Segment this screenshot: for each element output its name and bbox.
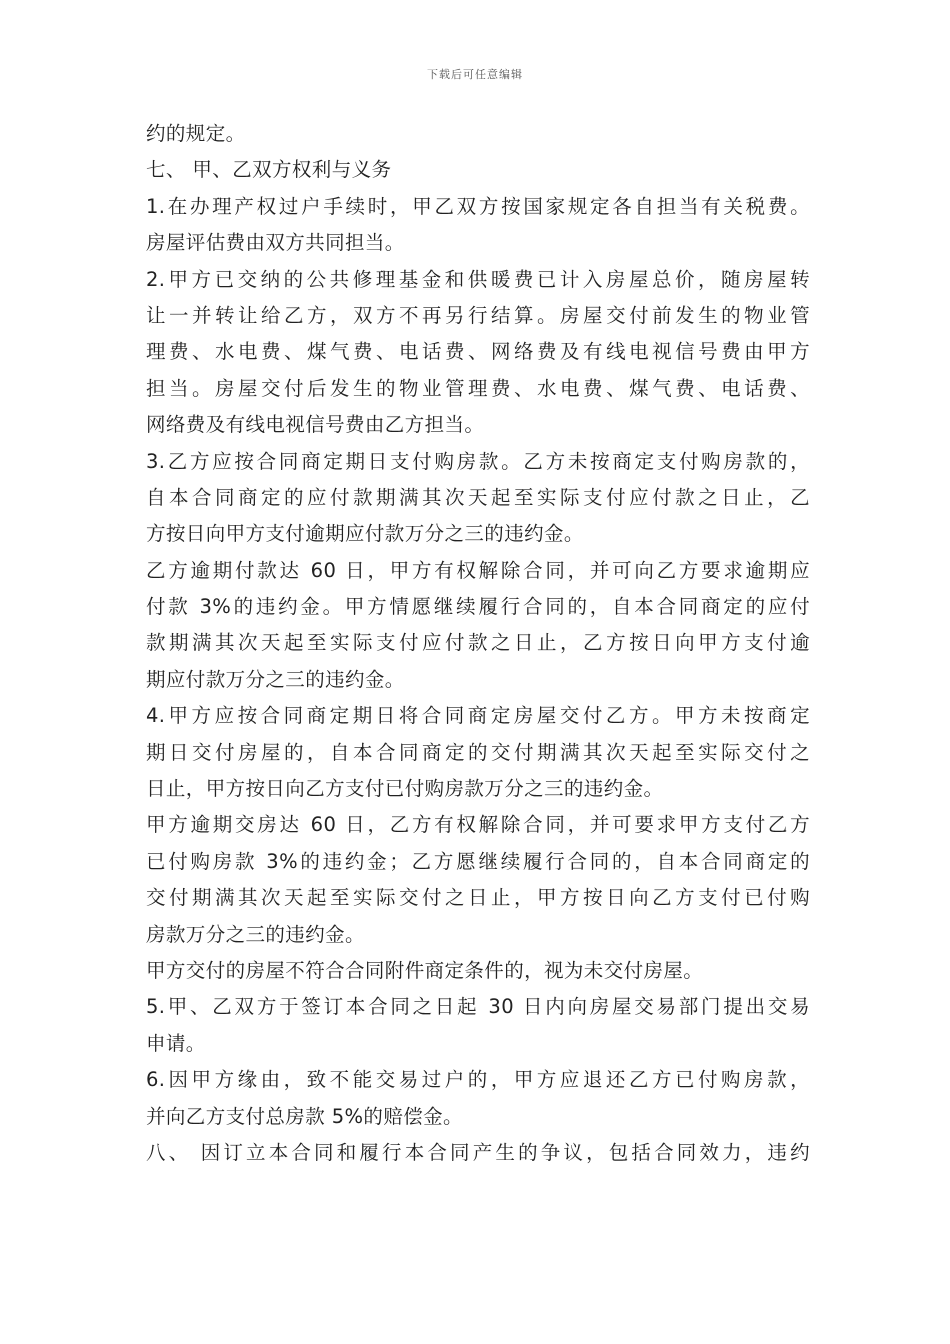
text-line: 七、 甲、乙双方权利与义务 <box>146 158 392 182</box>
text-line: 自本合同商定的应付款期满其次天起至实际支付应付款之日止，乙 <box>146 485 810 509</box>
text-line: 1.在办理产权过户手续时，甲乙双方按国家规定各自担当有关税费。 <box>146 194 810 218</box>
text-line: 约的规定。 <box>146 122 246 145</box>
text-line: 甲方交付的房屋不符合合同附件商定条件的，视为未交付房屋。 <box>146 958 704 982</box>
text-line: 5.甲、乙双方于签订本合同之日起 30 日内向房屋交易部门提出交易 <box>146 995 810 1019</box>
text-line: 交付期满其次天起至实际交付之日止，甲方按日向乙方支付已付购 <box>146 886 810 910</box>
text-line: 方按日向甲方支付逾期应付款万分之三的违约金。 <box>146 522 584 546</box>
text-line: 2.甲方已交纳的公共修理基金和供暖费已计入房屋总价，随房屋转 <box>146 267 810 291</box>
text-line: 付款 3%的违约金。甲方情愿继续履行合同的，自本合同商定的应付 <box>146 595 810 619</box>
page-header: 下载后可任意编辑 <box>427 68 523 81</box>
text-line: 网络费及有线电视信号费由乙方担当。 <box>146 413 485 437</box>
text-line: 6.因甲方缘由，致不能交易过户的，甲方应退还乙方已付购房款， <box>146 1068 810 1092</box>
text-line: 并向乙方支付总房款 5%的赔偿金。 <box>146 1104 463 1128</box>
text-line: 期日交付房屋的，自本合同商定的交付期满其次天起至实际交付之 <box>146 740 810 764</box>
text-line: 让一并转让给乙方，双方不再另行结算。房屋交付前发生的物业管 <box>146 303 810 327</box>
text-line: 甲方逾期交房达 60 日，乙方有权解除合同，并可要求甲方支付乙方 <box>146 813 810 837</box>
text-line: 申请。 <box>146 1031 206 1055</box>
text-line: 乙方逾期付款达 60 日，甲方有权解除合同，并可向乙方要求逾期应 <box>146 558 810 582</box>
text-line: 担当。房屋交付后发生的物业管理费、水电费、煤气费、电话费、 <box>146 376 810 400</box>
text-line: 房款万分之三的违约金。 <box>146 922 365 946</box>
text-line: 理费、水电费、煤气费、电话费、网络费及有线电视信号费由甲方 <box>146 340 810 364</box>
text-line: 已付购房款 3%的违约金；乙方愿继续履行合同的，自本合同商定的 <box>146 849 810 873</box>
text-line: 款期满其次天起至实际支付应付款之日止，乙方按日向甲方支付逾 <box>146 631 810 655</box>
text-line: 3.乙方应按合同商定期日支付购房款。乙方未按商定支付购房款的， <box>146 449 810 473</box>
text-line: 房屋评估费由双方共同担当。 <box>146 231 405 255</box>
text-line: 八、 因订立本合同和履行本合同产生的争议，包括合同效力，违约 <box>146 1140 810 1164</box>
text-line: 日止，甲方按日向乙方支付已付购房款万分之三的违约金。 <box>146 777 664 801</box>
text-line: 4.甲方应按合同商定期日将合同商定房屋交付乙方。甲方未按商定 <box>146 704 810 728</box>
text-line: 期应付款万分之三的违约金。 <box>146 667 405 691</box>
document-body <box>146 116 810 1171</box>
